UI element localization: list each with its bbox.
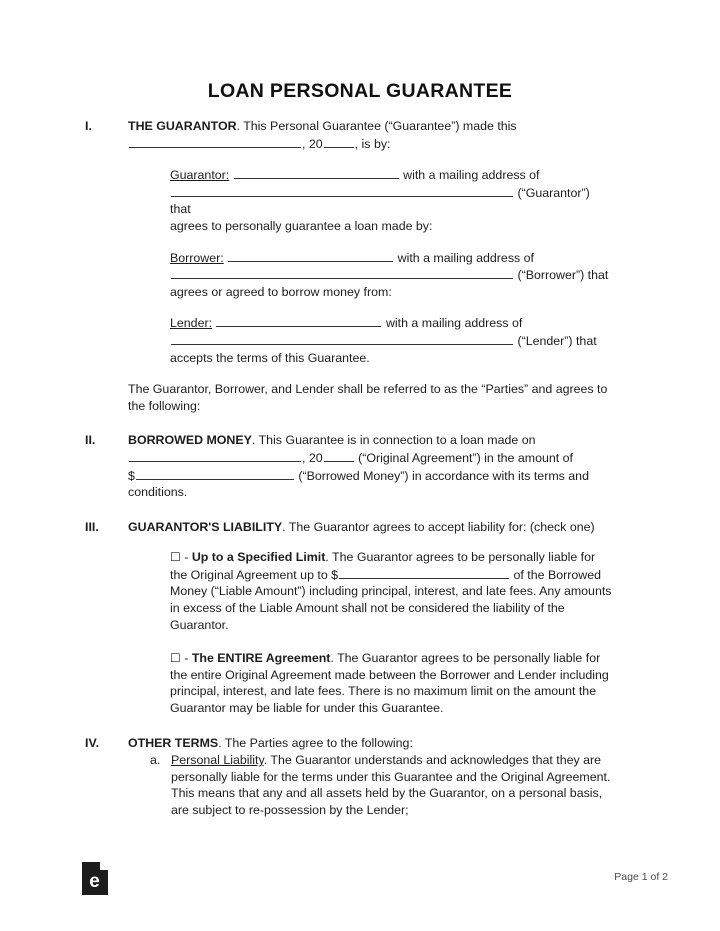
section-ii-text-a: . This Guarantee is in connection to a loan made on	[251, 433, 536, 448]
section-i-closing: The Guarantor, Borrower, and Lender shall be referred to as the “Parties” and agrees to the following:	[128, 382, 608, 413]
lender-tag: (“Lender”) that	[517, 333, 597, 348]
section-ii-heading: BORROWED MONEY	[128, 433, 252, 448]
guarantor-label: Guarantor:	[170, 168, 230, 183]
lender-line-2	[170, 332, 613, 350]
section-iii-body	[128, 519, 613, 717]
date-blank[interactable]	[129, 135, 301, 148]
page-title: LOAN PERSONAL GUARANTEE	[207, 80, 513, 102]
borrower-line-1	[170, 249, 613, 267]
lender-address-blank[interactable]	[171, 332, 513, 345]
option-1-text-b: of the Borrowed Money (“Liable Amount”) including principal, interest, and late fees. Any amounts in excess of the Liable Amount shall not be considered the liability of the Guarantor.	[170, 567, 612, 632]
section-ii-text-c: (“Original Agreement”) in the amount of	[358, 450, 573, 465]
section-the-guarantor	[85, 118, 613, 414]
section-ii-body	[128, 432, 613, 500]
party-block-borrower	[170, 249, 613, 301]
other-terms-item-personal-liability	[150, 752, 613, 818]
borrower-line-3: agrees or agreed to borrow money from:	[170, 284, 392, 299]
party-block-lender	[170, 314, 613, 366]
page-number: Page 1 of 2	[614, 871, 668, 883]
section-i-body	[128, 118, 613, 414]
guarantor-address-blank[interactable]	[171, 184, 513, 197]
section-numeral-i: I.	[85, 119, 92, 133]
party-block-guarantor	[170, 166, 613, 234]
section-iii-heading: GUARANTOR'S LIABILITY	[128, 519, 283, 534]
borrowed-amount-blank[interactable]	[136, 467, 294, 480]
section-other-terms	[85, 735, 613, 819]
lender-line-1	[170, 314, 613, 332]
loan-date-blank[interactable]	[129, 449, 301, 462]
section-iii-text	[128, 519, 613, 536]
section-ii-text-d: (“Borrowed Money”) in accordance with its terms and conditions.	[128, 468, 589, 500]
lender-line-3: accepts the terms of this Guarantee.	[170, 350, 370, 365]
section-numeral-iv: IV.	[85, 735, 100, 750]
borrower-mid: with a mailing address of	[397, 250, 534, 265]
document-body	[85, 118, 613, 831]
lender-name-blank[interactable]	[216, 314, 381, 327]
section-iv-body	[128, 735, 613, 819]
guarantor-line-1	[170, 166, 613, 184]
borrower-tag: (“Borrower”) that	[517, 268, 609, 283]
option-1-text-a: . The Guarantor agrees to be personally liable for the Original Agreement up to $	[170, 550, 596, 582]
guarantor-line-2	[170, 184, 613, 218]
borrower-address-blank[interactable]	[171, 266, 513, 279]
guarantor-line-3: agrees to personally guarantee a loan made by:	[170, 218, 433, 233]
sub-item-marker: a.	[150, 753, 161, 768]
option-1-dash: -	[184, 550, 189, 565]
section-ii-text	[128, 432, 613, 500]
section-iii-text-body: . The Guarantor agrees to accept liability for: (check one)	[282, 519, 595, 534]
section-i-intro-c: , is by:	[354, 136, 391, 151]
section-iv-text	[128, 735, 613, 752]
section-borrowed-money	[85, 432, 613, 500]
lender-label: Lender:	[170, 316, 213, 331]
year-blank[interactable]	[324, 135, 354, 148]
liability-option-entire-agreement[interactable]	[170, 650, 613, 716]
option-2-label: The ENTIRE Agreement	[191, 651, 331, 666]
section-i-intro-b: , 20	[302, 136, 323, 151]
currency-symbol: $	[128, 468, 135, 483]
section-ii-text-b: , 20	[302, 450, 323, 465]
liable-amount-blank[interactable]	[339, 566, 509, 579]
svg-text:e: e	[89, 871, 100, 892]
borrower-label: Borrower:	[170, 250, 224, 265]
liability-option-specified-limit[interactable]	[170, 549, 613, 633]
lender-mid: with a mailing address of	[385, 316, 523, 331]
section-numeral-ii: II.	[85, 433, 96, 448]
option-2-text-a: . The Guarantor agrees to be personally liable for the entire Original Agreement made between the Borrower and Lender including principal, interest, and late fees. There is no maximum limit on the amount the Guarantor may be liable for under this Guarantee.	[170, 651, 609, 716]
section-iv-text-body: . The Parties agree to the following:	[218, 735, 413, 750]
section-i-heading: THE GUARANTOR	[128, 119, 237, 133]
guarantor-name-blank[interactable]	[234, 166, 399, 179]
sub-item-text: . The Guarantor understands and acknowledges that they are personally liable for the terms under this Guarantee and the Original Agreement. This means that any and all assets held by the Guarantor, on a personal basis, are subject to re-possession by the Lender;	[171, 753, 611, 817]
section-guarantors-liability	[85, 519, 613, 717]
option-2-text	[170, 650, 613, 716]
borrower-line-2	[170, 266, 613, 284]
section-i-intro	[128, 118, 613, 152]
checkbox-icon[interactable]: ☐	[170, 550, 181, 565]
guarantor-mid: with a mailing address of	[403, 168, 540, 183]
section-i-intro-a: . This Personal Guarantee (“Guarantee”) made this	[236, 119, 517, 133]
checkbox-icon[interactable]: ☐	[170, 651, 181, 666]
eforms-document-logo[interactable]	[82, 862, 108, 895]
loan-year-blank[interactable]	[324, 449, 354, 462]
option-1-text	[170, 549, 613, 633]
option-2-dash: -	[184, 651, 189, 666]
section-numeral-iii: III.	[85, 519, 99, 534]
guarantor-tag: (“Guarantor”) that	[170, 185, 590, 217]
borrower-name-blank[interactable]	[228, 249, 393, 262]
section-iv-heading: OTHER TERMS	[128, 735, 219, 750]
sub-item-label: Personal Liability	[171, 753, 264, 768]
option-1-label: Up to a Specified Limit	[191, 550, 326, 565]
